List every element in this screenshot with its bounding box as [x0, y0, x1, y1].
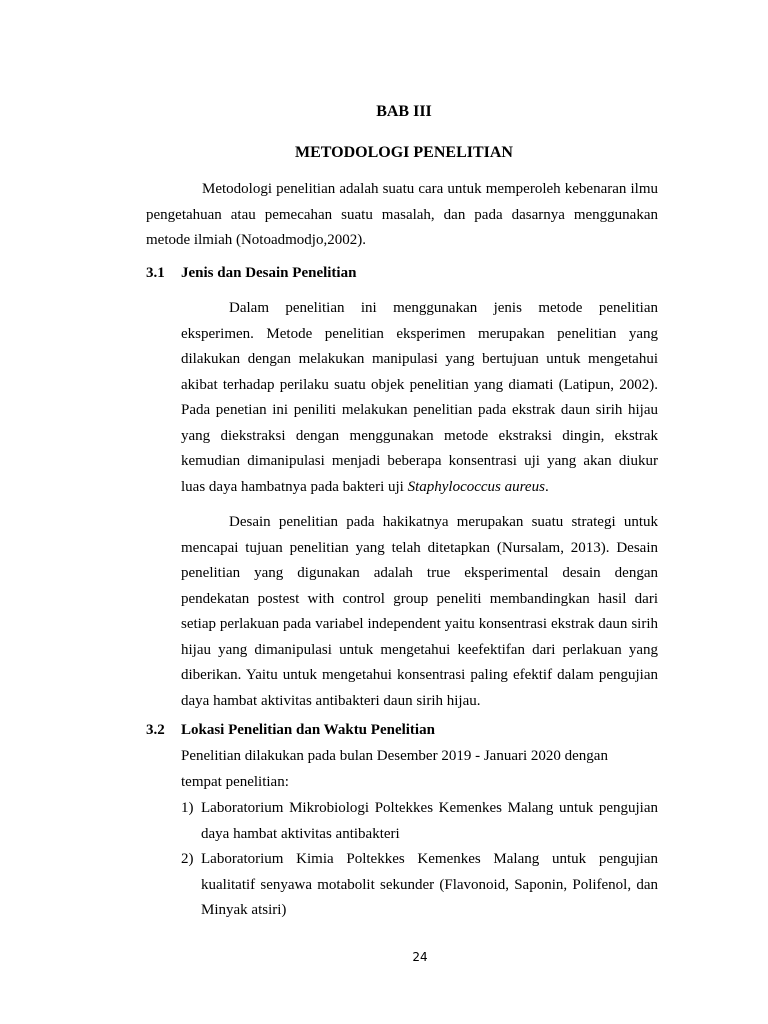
paragraph-end: . [544, 478, 549, 495]
section-number: 3.2 [146, 722, 165, 738]
list-marker: 1) [181, 800, 194, 816]
section-heading-3-1 [146, 265, 356, 282]
list-item-text: Laboratorium Kimia Poltekkes Kemenkes Malang untuk pengujian kualitatif senyawa motabolit sekunder (Flavonoid, Saponin, Polifenol, dan Minyak atsiri) [201, 851, 658, 918]
section-number: 3.1 [146, 265, 165, 281]
section-title: Lokasi Penelitian dan Waktu Penelitian [181, 722, 435, 738]
location-list-item-2 [181, 847, 658, 924]
lokasi-line-2: tempat penelitian: [181, 773, 289, 790]
location-list-item-1 [181, 796, 658, 847]
species-name: Staphylococcus aureus [407, 478, 545, 495]
list-item [181, 796, 658, 847]
list-marker: 2) [181, 851, 194, 867]
chapter-label: BAB III [376, 103, 432, 120]
paragraph-desain-penelitian: Desain penelitian pada hakikatnya merupakan suatu strategi untuk mencapai tujuan penelitian yang telah ditetapkan (Nursalam, 2013). Desain penelitian yang digunakan adalah true eksperimental desain dengan pendekatan postest with control group peneliti membandingkan hasil dari setiap perlakuan pada variabel independent yaitu konsentrasi ekstrak daun sirih hijau yang dimanipulasi untuk mengetahui keefektifan dari perlakuan yang diberikan. Yaitu untuk mengetahui konsentrasi paling efektif dalam pengujian daya hambat aktivitas antibakteri daun sirih hijau. [181, 514, 658, 709]
paragraph-lokasi [181, 744, 658, 795]
section-title: Jenis dan Desain Penelitian [181, 265, 357, 281]
page-number: 24 [412, 950, 428, 964]
paragraph-jenis-penelitian [181, 296, 658, 500]
chapter-title: METODOLOGI PENELITIAN [295, 144, 513, 161]
list-item [181, 847, 658, 924]
intro-paragraph: Metodologi penelitian adalah suatu cara untuk memperoleh kebenaran ilmu pengetahuan atau pemecahan suatu masalah, dan pada dasarnya menggunakan metode ilmiah (Notoadmodjo,2002). [146, 181, 658, 248]
lokasi-line-1: Penelitian dilakukan pada bulan Desember 2019 - Januari 2020 dengan [181, 748, 608, 764]
paragraph-text: Dalam penelitian ini menggunakan jenis metode penelitian eksperimen. Metode penelitian eksperimen merupakan penelitian yang dilakukan dengan melakukan manipulasi yang bertujuan untuk mengetahui akibat terhadap perilaku suatu objek penelitian yang diamati (Latipun, 2002). Pada penetian ini peniliti melakukan penelitian pada ekstrak daun sirih hijau yang diekstraksi dengan menggunakan metode ekstraksi dingin, ekstrak kemudian dimanipulasi menjadi beberapa konsentrasi uji yang akan diukur luas daya hambatnya pada bakteri uji [181, 300, 658, 495]
list-item-text: Laboratorium Mikrobiologi Poltekkes Kemenkes Malang untuk pengujian daya hambat aktivitas antibakteri [201, 800, 658, 842]
section-heading-3-2 [146, 722, 435, 739]
